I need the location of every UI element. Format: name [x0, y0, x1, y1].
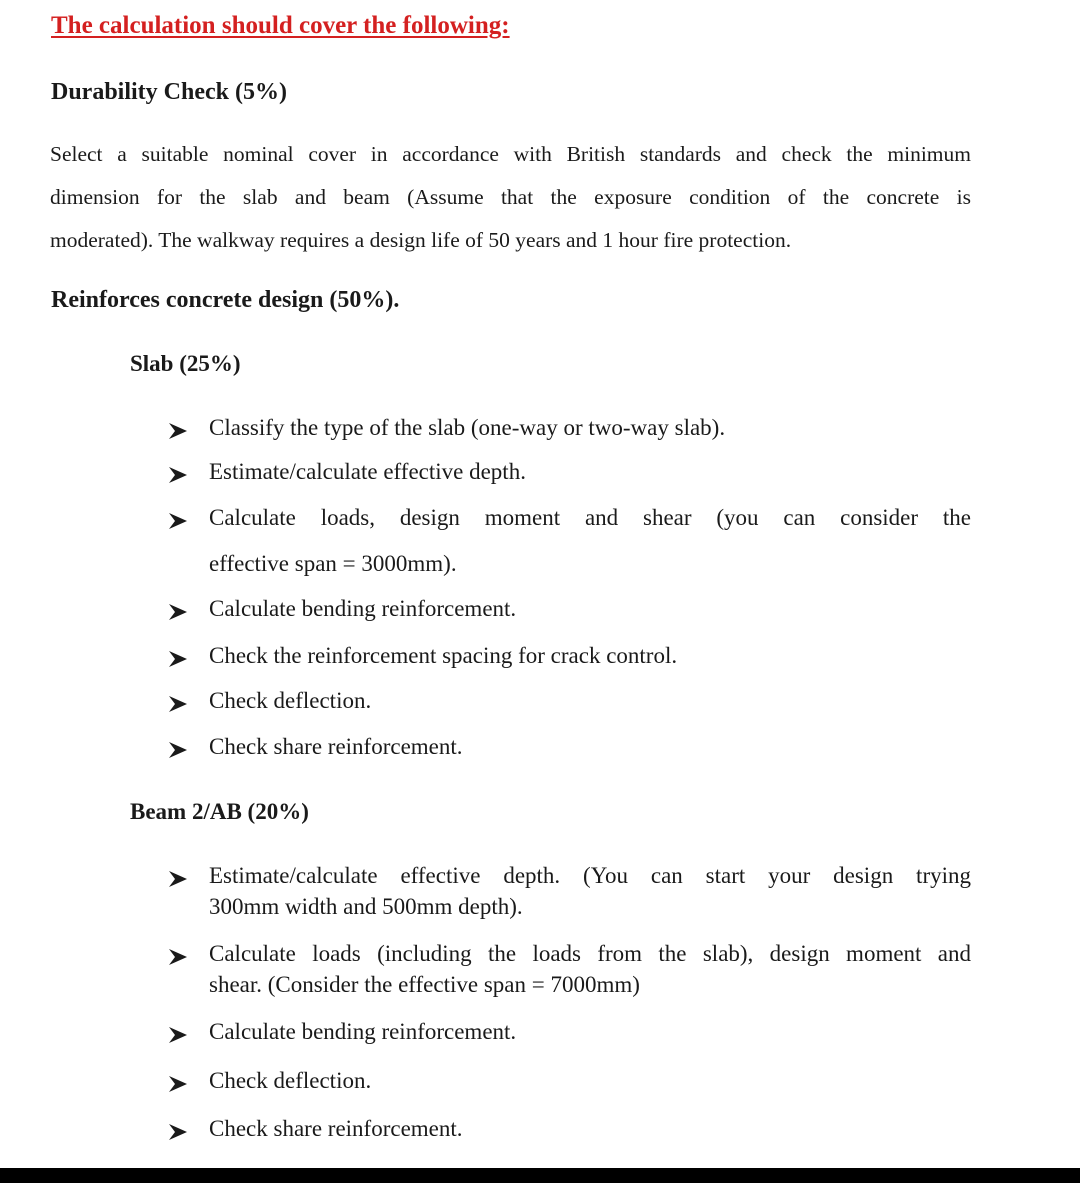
slab-item-text: effective span = 3000mm). — [209, 551, 457, 576]
arrow-bullet-icon — [167, 420, 189, 442]
slab-item-text: Check deflection. — [209, 688, 372, 713]
beam-item-text: shear. (Consider the effective span = 7000mm) — [209, 972, 640, 997]
bottom-bar — [0, 1168, 1080, 1183]
slab-heading: Slab (25%) — [130, 351, 241, 376]
arrow-bullet-icon — [167, 464, 189, 486]
beam-item-text: Calculate loads (including the loads from the slab), design moment and — [209, 941, 971, 966]
slab-item-text: Estimate/calculate effective depth. — [209, 459, 526, 484]
arrow-bullet-icon — [167, 946, 189, 968]
slab-item-text: Check the reinforcement spacing for crack control. — [209, 643, 678, 668]
durability-paragraph-line: moderated). The walkway requires a design life of 50 years and 1 hour fire protection. — [50, 228, 792, 252]
arrow-bullet-icon — [167, 601, 189, 623]
arrow-bullet-icon — [167, 1073, 189, 1095]
beam-item-text: 300mm width and 500mm depth). — [209, 894, 523, 919]
arrow-bullet-icon — [167, 1121, 189, 1143]
main-heading: The calculation should cover the following: — [51, 12, 510, 39]
rc-design-heading: Reinforces concrete design (50%). — [51, 287, 400, 313]
slab-item-text: Calculate bending reinforcement. — [209, 596, 517, 621]
beam-item-text: Check share reinforcement. — [209, 1116, 463, 1141]
beam-item-text: Estimate/calculate effective depth. (You can start your design trying — [209, 863, 971, 888]
arrow-bullet-icon — [167, 739, 189, 761]
arrow-bullet-icon — [167, 1024, 189, 1046]
arrow-bullet-icon — [167, 693, 189, 715]
durability-check-heading: Durability Check (5%) — [51, 79, 287, 105]
arrow-bullet-icon — [167, 510, 189, 532]
beam-heading: Beam 2/AB (20%) — [130, 799, 309, 824]
beam-item-text: Check deflection. — [209, 1068, 372, 1093]
slab-item-text: Check share reinforcement. — [209, 734, 463, 759]
durability-paragraph-line: dimension for the slab and beam (Assume that the exposure condition of the concrete is — [50, 185, 971, 209]
arrow-bullet-icon — [167, 868, 189, 890]
beam-item-text: Calculate bending reinforcement. — [209, 1019, 517, 1044]
slab-item-text: Classify the type of the slab (one-way or two-way slab). — [209, 415, 726, 440]
slab-item-text: Calculate loads, design moment and shear (you can consider the — [209, 505, 971, 530]
durability-paragraph-line: Select a suitable nominal cover in accordance with British standards and check the minimum — [50, 142, 971, 166]
arrow-bullet-icon — [167, 648, 189, 670]
